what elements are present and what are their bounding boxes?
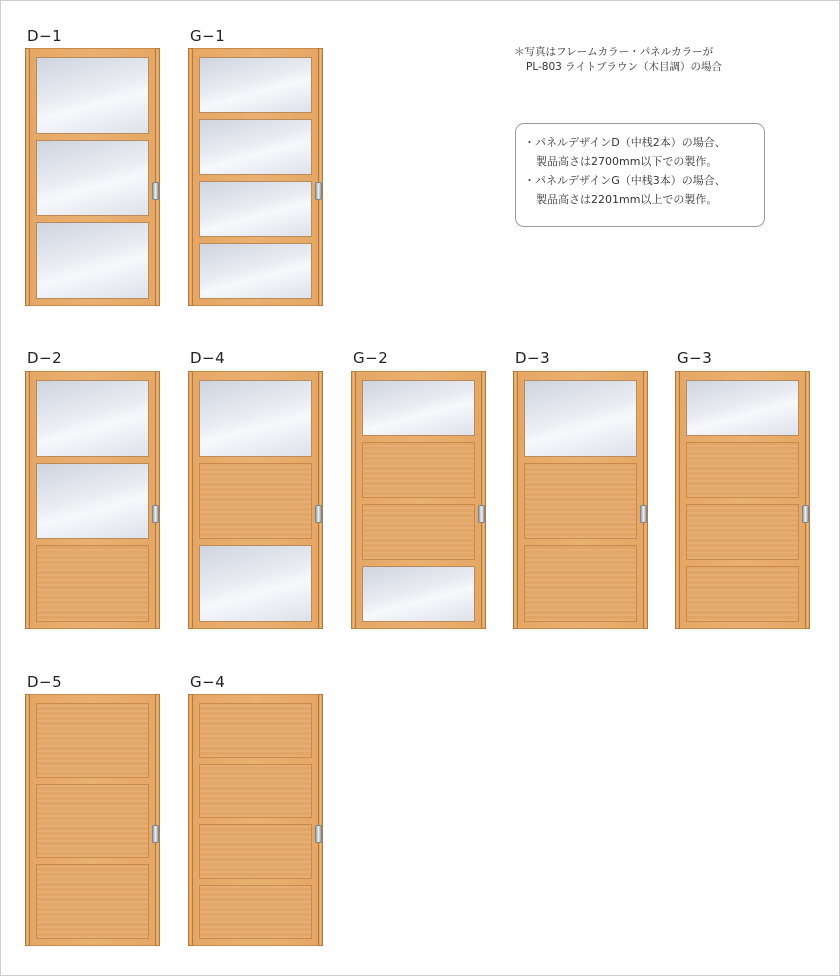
door-frame-left <box>351 371 356 629</box>
wood-panel <box>36 864 149 939</box>
door-handle-icon <box>315 825 322 843</box>
door-label-g4: G−4 <box>190 673 226 691</box>
wood-panel <box>199 463 312 540</box>
glass-panel <box>36 463 149 540</box>
wood-panel <box>362 442 475 498</box>
glass-panel <box>36 140 149 217</box>
door-handle-icon <box>152 182 159 200</box>
glass-panel <box>524 380 637 457</box>
door-handle-icon <box>640 505 647 523</box>
door-frame-left <box>675 371 680 629</box>
glass-panel <box>199 181 312 237</box>
glass-panel <box>199 243 312 299</box>
door-d4 <box>192 371 319 629</box>
glass-panel <box>199 380 312 457</box>
glass-panel <box>362 380 475 436</box>
door-label-d3: D−3 <box>515 349 551 367</box>
door-frame-right <box>318 371 323 629</box>
door-d3 <box>517 371 644 629</box>
door-handle-icon <box>315 505 322 523</box>
door-g2 <box>355 371 482 629</box>
photo-note-line2: PL-803 ライトブラウン（木目調）の場合 <box>526 61 723 73</box>
door-label-d5: D−5 <box>27 673 63 691</box>
door-label-d4: D−4 <box>190 349 226 367</box>
wood-panel <box>362 504 475 560</box>
door-label-d1: D−1 <box>27 27 63 45</box>
door-g3 <box>679 371 806 629</box>
door-frame-left <box>25 371 30 629</box>
door-handle-icon <box>152 505 159 523</box>
door-frame-right <box>805 371 810 629</box>
door-frame-left <box>25 694 30 946</box>
door-frame-left <box>188 694 193 946</box>
wood-panel <box>36 784 149 859</box>
design-note-d-line1: ・パネルデザインD（中桟2本）の場合、 <box>524 136 726 149</box>
glass-panel <box>199 57 312 113</box>
glass-panel <box>36 380 149 457</box>
wood-panel <box>36 545 149 622</box>
door-frame-left <box>513 371 518 629</box>
glass-panel <box>199 545 312 622</box>
door-handle-icon <box>152 825 159 843</box>
door-frame-right <box>318 694 323 946</box>
glass-panel <box>362 566 475 622</box>
door-label-g3: G−3 <box>677 349 713 367</box>
design-note-box <box>515 123 765 227</box>
wood-panel <box>524 463 637 540</box>
wood-panel <box>199 703 312 758</box>
photo-note-line1: ＊写真はフレームカラー・パネルカラーが <box>514 46 714 58</box>
wood-panel <box>36 703 149 778</box>
door-label-g1: G−1 <box>190 27 226 45</box>
door-frame-left <box>188 48 193 306</box>
door-g4 <box>192 694 319 946</box>
door-frame-left <box>25 48 30 306</box>
door-frame-left <box>188 371 193 629</box>
design-note-g-line2: 製品高さは2201mm以上での製作。 <box>536 193 718 206</box>
door-handle-icon <box>802 505 809 523</box>
wood-panel <box>686 566 799 622</box>
glass-panel <box>199 119 312 175</box>
glass-panel <box>36 222 149 299</box>
wood-panel <box>524 545 637 622</box>
wood-panel <box>199 764 312 819</box>
door-g1 <box>192 48 319 306</box>
wood-panel <box>199 885 312 940</box>
glass-panel <box>36 57 149 134</box>
door-frame-right <box>643 371 648 629</box>
design-note-d-line2: 製品高さは2700mm以下での製作。 <box>536 155 718 168</box>
door-frame-right <box>155 694 160 946</box>
photo-note <box>514 45 774 75</box>
door-handle-icon <box>478 505 485 523</box>
door-d2 <box>29 371 156 629</box>
door-d1 <box>29 48 156 306</box>
door-d5 <box>29 694 156 946</box>
door-handle-icon <box>315 182 322 200</box>
wood-panel <box>686 442 799 498</box>
door-frame-right <box>481 371 486 629</box>
door-label-d2: D−2 <box>27 349 63 367</box>
wood-panel <box>199 824 312 879</box>
door-frame-right <box>318 48 323 306</box>
design-note-g-line1: ・パネルデザインG（中桟3本）の場合、 <box>524 174 726 187</box>
door-frame-right <box>155 48 160 306</box>
door-label-g2: G−2 <box>353 349 389 367</box>
door-frame-right <box>155 371 160 629</box>
glass-panel <box>686 380 799 436</box>
wood-panel <box>686 504 799 560</box>
